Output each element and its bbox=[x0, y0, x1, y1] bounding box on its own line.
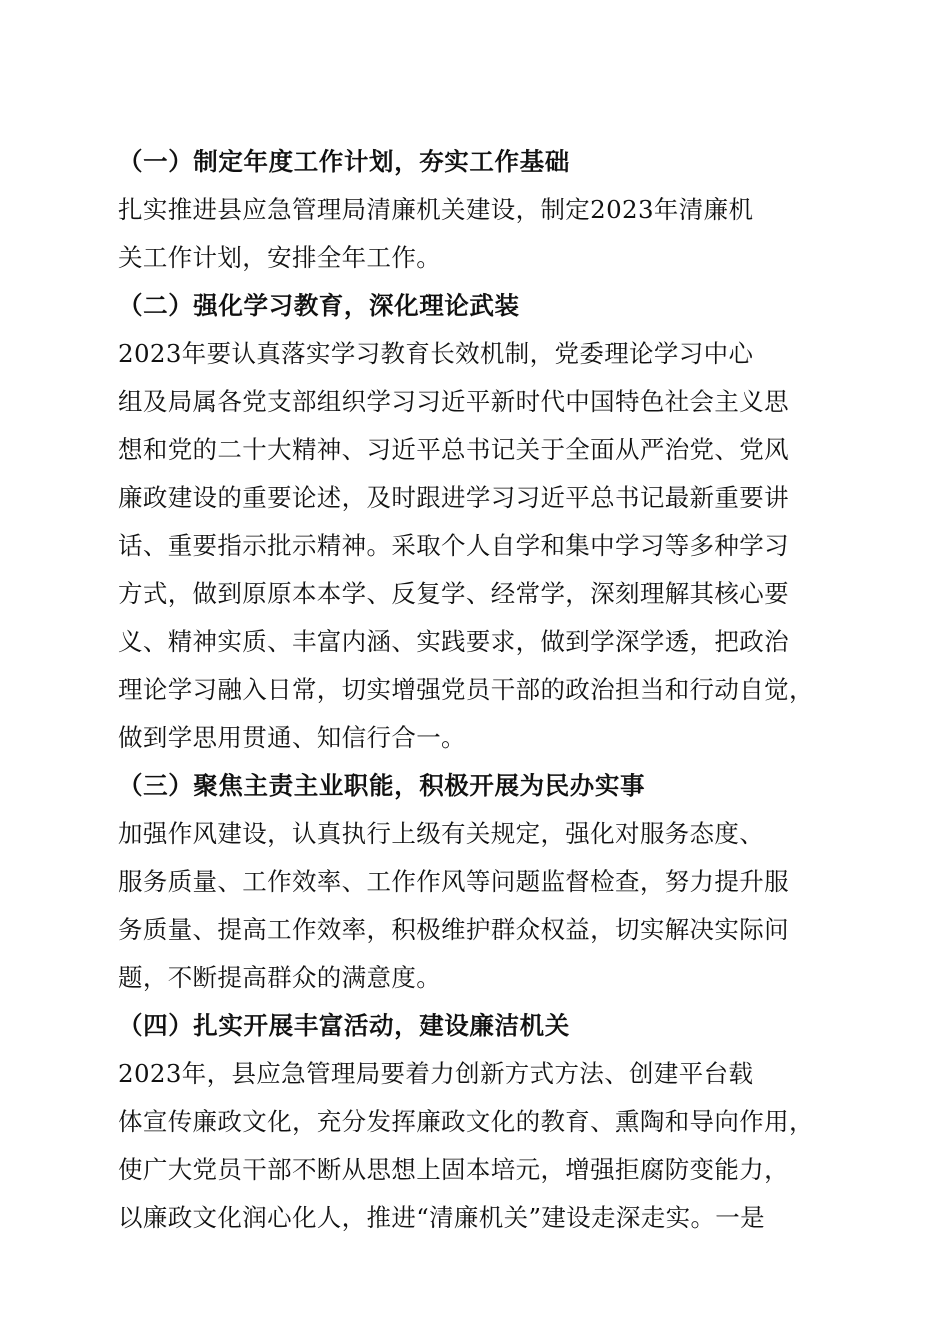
section-1-line-1: 扎实推进县应急管理局清廉机关建设，制定2023年清廉机 bbox=[118, 195, 754, 224]
section-3-line-2: 服务质量、工作效率、工作作风等问题监督检查，努力提升服 bbox=[118, 867, 789, 896]
section-2-line-3: 想和党的二十大精神、习近平总书记关于全面从严治党、党风 bbox=[118, 435, 789, 464]
section-4-line-4: 以廉政文化润心化人，推进“清廉机关”建设走深走实。一是 bbox=[118, 1203, 765, 1232]
section-1-line-2: 关工作计划，安排全年工作。 bbox=[118, 243, 442, 272]
section-2-line-7: 义、精神实质、丰富内涵、实践要求，做到学深学透，把政治 bbox=[118, 627, 789, 656]
section-4-line-3: 使广大党员干部不断从思想上固本培元，增强拒腐防变能力， bbox=[118, 1155, 789, 1184]
section-1-heading: （一）制定年度工作计划，夯实工作基础 bbox=[118, 147, 570, 176]
section-2-line-5: 话、重要指示批示精神。采取个人自学和集中学习等多种学习 bbox=[118, 531, 789, 560]
section-2-line-8: 理论学习融入日常，切实增强党员干部的政治担当和行动自觉， bbox=[118, 675, 814, 704]
section-2-heading: （二）强化学习教育，深化理论武装 bbox=[118, 291, 520, 320]
section-2-line-2: 组及局属各党支部组织学习习近平新时代中国特色社会主义思 bbox=[118, 387, 789, 416]
section-3-heading: （三）聚焦主责主业职能，积极开展为民办实事 bbox=[118, 771, 646, 800]
section-4-heading: （四）扎实开展丰富活动，建设廉洁机关 bbox=[118, 1011, 570, 1040]
section-3-line-1: 加强作风建设，认真执行上级有关规定，强化对服务态度、 bbox=[118, 819, 765, 848]
section-2-line-4: 廉政建设的重要论述，及时跟进学习习近平总书记最新重要讲 bbox=[118, 483, 789, 512]
section-3-line-3: 务质量、提高工作效率，积极维护群众权益，切实解决实际问 bbox=[118, 915, 789, 944]
section-4-line-1: 2023年，县应急管理局要着力创新方式方法、创建平台载 bbox=[118, 1059, 754, 1088]
section-2-line-1: 2023年要认真落实学习教育长效机制，党委理论学习中心 bbox=[118, 339, 754, 368]
section-2-line-6: 方式，做到原原本本学、反复学、经常学，深刻理解其核心要 bbox=[118, 579, 789, 608]
section-2-line-9: 做到学思用贯通、知信行合一。 bbox=[118, 723, 466, 752]
section-4-line-2: 体宣传廉政文化，充分发挥廉政文化的教育、熏陶和导向作用， bbox=[118, 1107, 814, 1136]
section-3-line-4: 题，不断提高群众的满意度。 bbox=[118, 963, 442, 992]
